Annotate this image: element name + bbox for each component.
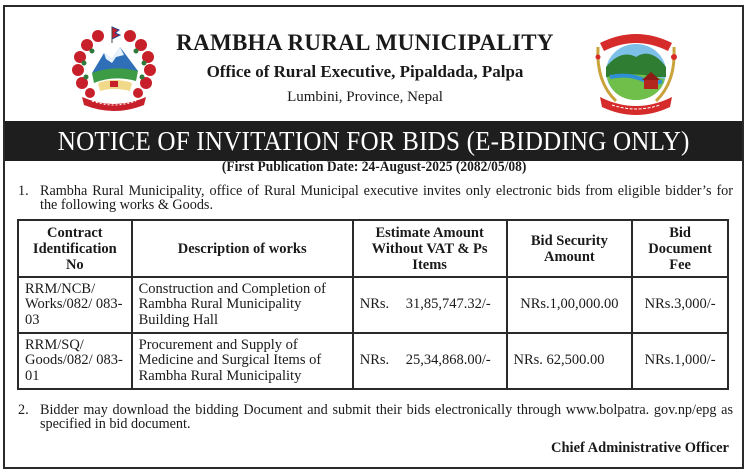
description-cell: Procurement and Supply of Medicine and Surgical Items of Rambha Rural Municipality xyxy=(132,333,353,389)
bids-table xyxy=(17,219,729,390)
paragraph-1 xyxy=(18,184,733,212)
table-header-row xyxy=(18,220,728,277)
estimate-amount-cell xyxy=(353,277,507,333)
bid-security-cell: NRs.1,00,000.00 xyxy=(507,277,633,333)
paragraph-number: 2. xyxy=(18,402,29,418)
contract-no-cell: RRM/SQ/ Goods/082/ 083-01 xyxy=(18,333,132,389)
table-row xyxy=(18,277,728,333)
contract-no-cell: RRM/NCB/ Works/082/ 083-03 xyxy=(18,277,132,333)
signatory-title: Chief Administrative Officer xyxy=(551,440,729,456)
header-doc-fee: Bid Document Fee xyxy=(632,220,728,277)
estimate-value: 31,85,747.32/- xyxy=(405,296,491,313)
paragraph-text: Bidder may download the bidding Document and submit their bids electronically through www.bolpatra. gov.np/epg as specified in bid document. xyxy=(40,402,733,432)
paragraph-text: Rambha Rural Municipality, office of Rural Municipal executive invites only electronic bids from eligible bidder’s for the following works & Goods. xyxy=(40,183,733,213)
header-estimate-amount: Estimate Amount Without VAT & Ps Items xyxy=(353,220,507,277)
header-bid-security: Bid Security Amount xyxy=(507,220,633,277)
bid-security-cell: NRs. 62,500.00 xyxy=(507,333,633,389)
paragraph-number: 1. xyxy=(18,183,29,199)
office-name: Office of Rural Executive, Pipaldada, Palpa xyxy=(206,62,524,81)
estimate-value: 25,34,868.00/- xyxy=(405,352,491,369)
paragraph-2 xyxy=(18,403,733,431)
notice-title: NOTICE OF INVITATION FOR BIDS (E-BIDDING ONLY) xyxy=(57,126,690,156)
currency-label: NRs. xyxy=(359,296,390,313)
municipality-name: RAMBHA RURAL MUNICIPALITY xyxy=(176,30,554,55)
municipality-logo-icon xyxy=(586,27,686,115)
header-contract-no: Contract Identification No xyxy=(18,220,132,277)
header-description: Description of works xyxy=(132,220,353,277)
location: Lumbini, Province, Nepal xyxy=(287,89,443,105)
table-row xyxy=(18,333,728,389)
estimate-amount-cell xyxy=(353,333,507,389)
description-cell: Construction and Completion of Rambha Rural Municipality Building Hall xyxy=(132,277,353,333)
publication-date xyxy=(0,159,749,176)
publication-date-text: (First Publication Date: 24-August-2025 (2082/05/08) xyxy=(222,159,527,175)
currency-label: NRs. xyxy=(359,352,390,369)
doc-fee-cell: NRs.1,000/- xyxy=(632,333,728,389)
notice-title-banner xyxy=(5,121,742,161)
doc-fee-cell: NRs.3,000/- xyxy=(632,277,728,333)
